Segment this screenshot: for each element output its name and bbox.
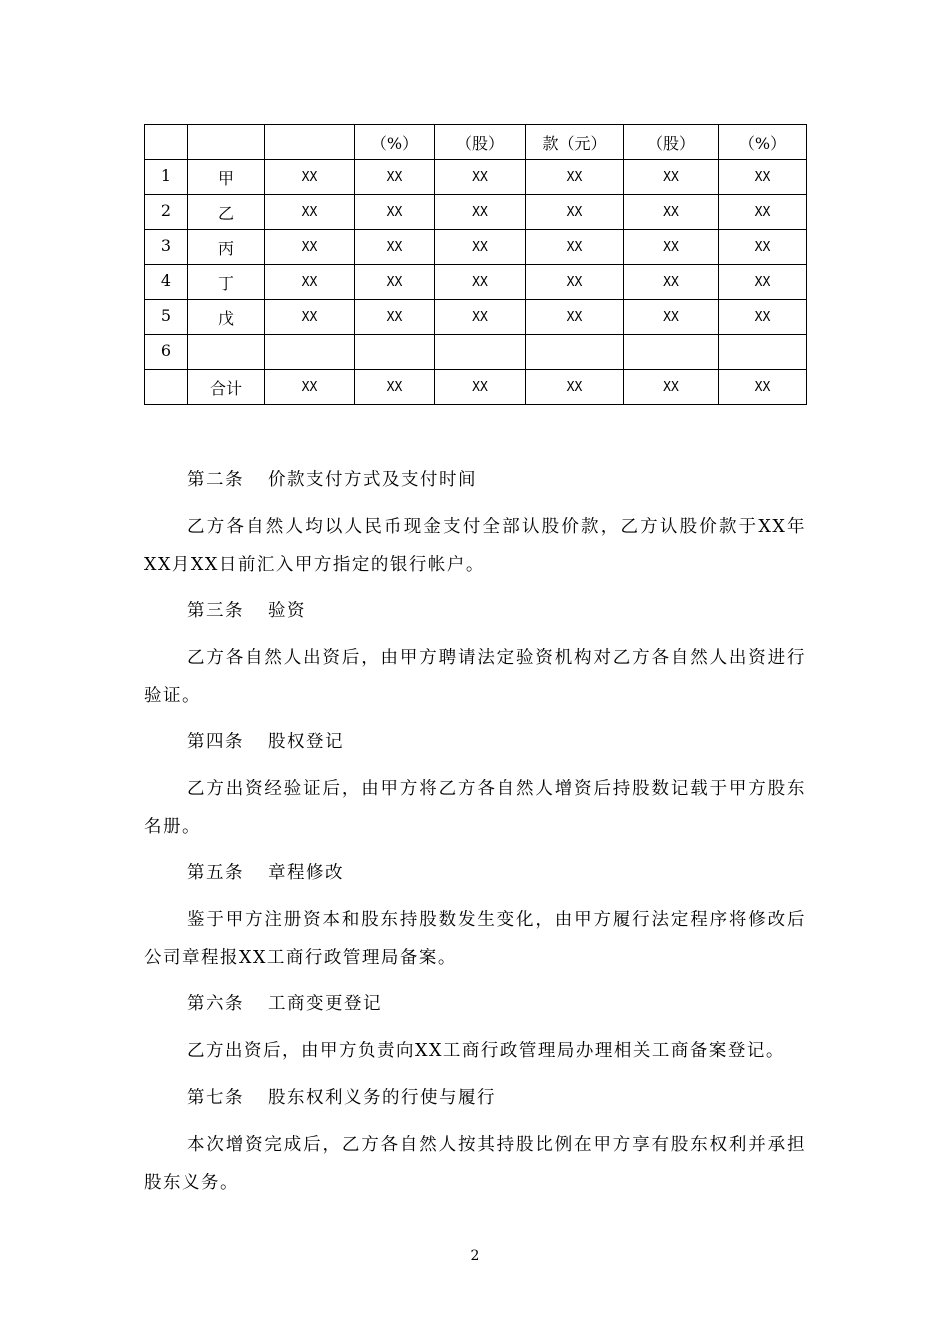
table-cell: XX [624, 300, 719, 335]
table-cell: XX [435, 265, 526, 300]
table-row [145, 160, 807, 195]
table-header-cell: （%） [355, 125, 435, 160]
table-header-cell: （股） [624, 125, 719, 160]
section-7-body: 本次增资完成后，乙方各自然人按其持股比例在甲方享有股东权利并承担股东义务。 [144, 1135, 806, 1193]
section-2-heading: 第二条 价款支付方式及支付时间 [187, 470, 477, 490]
row-number: 4 [145, 265, 188, 300]
table-header-row [145, 125, 807, 160]
table-cell: XX [355, 195, 435, 230]
section-5-heading: 第五条 章程修改 [187, 863, 344, 883]
table-cell [265, 335, 355, 370]
shareholder-name: 丙 [188, 230, 265, 265]
table-header-cell [188, 125, 265, 160]
table-cell: XX [265, 230, 355, 265]
table-cell: XX [435, 300, 526, 335]
table-header-cell [265, 125, 355, 160]
table-cell: XX [526, 195, 624, 230]
table-cell: XX [435, 195, 526, 230]
row-number [145, 370, 188, 405]
shareholding-table [144, 124, 807, 405]
table-cell: XX [526, 160, 624, 195]
table-cell [719, 335, 807, 370]
section-3-heading: 第三条 验资 [187, 601, 306, 621]
page-number: 2 [470, 1248, 480, 1264]
table-header-cell [145, 125, 188, 160]
table-header-cell: 款（元） [526, 125, 624, 160]
table-cell: XX [265, 265, 355, 300]
table-cell: XX [355, 230, 435, 265]
table-cell: XX [624, 230, 719, 265]
table-cell [355, 335, 435, 370]
row-number: 6 [145, 335, 188, 370]
row-number: 3 [145, 230, 188, 265]
table-row [145, 370, 807, 405]
table-row [145, 195, 807, 230]
table-cell: XX [624, 160, 719, 195]
section-6-body: 乙方出资后，由甲方负责向XX工商行政管理局办理相关工商备案登记。 [187, 1041, 785, 1061]
row-number: 2 [145, 195, 188, 230]
table-cell: XX [719, 230, 807, 265]
table-cell: XX [624, 265, 719, 300]
shareholder-name: 丁 [188, 265, 265, 300]
section-3-body: 乙方各自然人出资后，由甲方聘请法定验资机构对乙方各自然人出资进行验证。 [144, 648, 806, 706]
table-cell [435, 335, 526, 370]
table-cell: XX [719, 300, 807, 335]
table-cell: XX [265, 370, 355, 405]
table-cell: XX [624, 370, 719, 405]
section-2-body: 乙方各自然人均以人民币现金支付全部认股价款，乙方认股价款于XX年XX月XX日前汇入甲方指定的银行帐户。 [144, 517, 806, 575]
table-cell: XX [265, 300, 355, 335]
table-header-cell: （股） [435, 125, 526, 160]
section-6-heading: 第六条 工商变更登记 [187, 994, 382, 1014]
row-number: 5 [145, 300, 188, 335]
table-cell [624, 335, 719, 370]
table-cell: XX [526, 300, 624, 335]
table-cell: XX [355, 265, 435, 300]
shareholder-name [188, 335, 265, 370]
table-cell: XX [265, 160, 355, 195]
table-cell: XX [526, 370, 624, 405]
table-cell: XX [355, 160, 435, 195]
table-header-cell: （%） [719, 125, 807, 160]
shareholder-name: 戊 [188, 300, 265, 335]
table-cell: XX [719, 195, 807, 230]
table-cell: XX [435, 230, 526, 265]
table-cell: XX [719, 160, 807, 195]
section-4-heading: 第四条 股权登记 [187, 732, 344, 752]
table-cell: XX [719, 265, 807, 300]
table-cell: XX [526, 230, 624, 265]
table-cell: XX [265, 195, 355, 230]
table-row [145, 335, 807, 370]
shareholder-name: 甲 [188, 160, 265, 195]
table-cell: XX [435, 370, 526, 405]
table-cell [526, 335, 624, 370]
table-cell: XX [435, 160, 526, 195]
table-cell: XX [624, 195, 719, 230]
table-row [145, 300, 807, 335]
section-5-body: 鉴于甲方注册资本和股东持股数发生变化，由甲方履行法定程序将修改后公司章程报XX工商行政管理局备案。 [144, 910, 806, 968]
shareholder-name: 乙 [188, 195, 265, 230]
table-cell: XX [355, 370, 435, 405]
section-4-body: 乙方出资经验证后，由甲方将乙方各自然人增资后持股数记载于甲方股东名册。 [144, 779, 806, 837]
table-cell: XX [526, 265, 624, 300]
table-cell: XX [719, 370, 807, 405]
section-7-heading: 第七条 股东权利义务的行使与履行 [187, 1088, 496, 1108]
row-number: 1 [145, 160, 188, 195]
table-row [145, 230, 807, 265]
table-row [145, 265, 807, 300]
shareholder-name: 合计 [188, 370, 265, 405]
table-cell: XX [355, 300, 435, 335]
